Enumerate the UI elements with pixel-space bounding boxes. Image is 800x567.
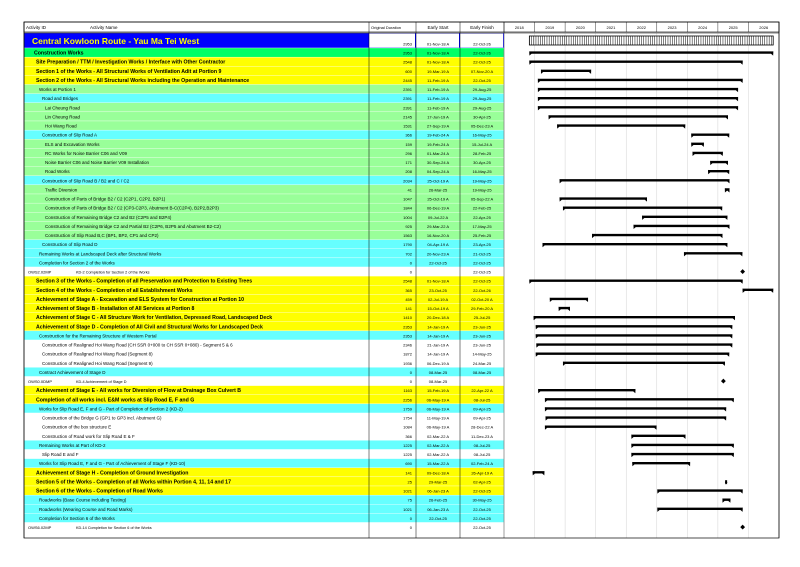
activity-row bbox=[24, 66, 504, 75]
early-start: 17-Jun-19 A bbox=[427, 114, 449, 120]
duration-cell bbox=[369, 377, 415, 385]
original-duration: 41 bbox=[407, 187, 412, 193]
original-duration: 75 bbox=[407, 497, 412, 503]
early-start: 23-Oct-25 bbox=[429, 287, 447, 293]
header-band bbox=[24, 22, 779, 32]
early-finish: 08-Jul-25 bbox=[473, 452, 491, 458]
early-finish: 22-Oct-25 bbox=[473, 269, 491, 275]
activity-row bbox=[24, 231, 504, 240]
original-duration: 0 bbox=[409, 379, 412, 385]
early-start: 11-Feb-19 A bbox=[427, 77, 449, 83]
original-duration: 2391 bbox=[403, 96, 412, 102]
activity-row bbox=[24, 349, 504, 358]
milestone-row bbox=[24, 267, 504, 276]
activity-name: KD-2 Completion for Section 2 of the Works bbox=[76, 270, 150, 275]
early-finish: 30-Apr-25 bbox=[473, 160, 491, 166]
activity-row bbox=[24, 285, 504, 294]
early-start: 08-Mar-25 bbox=[428, 379, 448, 385]
original-duration: 1163 bbox=[403, 388, 412, 394]
year-label: 2018 bbox=[514, 25, 524, 30]
activity-name: Traffic Diversion bbox=[45, 187, 78, 193]
original-duration: 1084 bbox=[403, 424, 412, 430]
activity-row bbox=[24, 203, 504, 212]
activity-name: Construction of Slip Road D bbox=[42, 242, 98, 248]
early-finish: 30-May-25 bbox=[472, 497, 492, 503]
original-duration: 296 bbox=[405, 150, 412, 156]
activity-name: Completion of all works incl. E&M works at Slip Road E, F and G bbox=[36, 397, 195, 404]
original-duration: 2034 bbox=[403, 178, 412, 184]
activity-row bbox=[24, 450, 504, 459]
activity-name: Achievement of Stage C - All Structure Work for Ventilation, Depressed Road, Landscaped Deck bbox=[36, 315, 273, 322]
activity-row bbox=[24, 304, 504, 313]
early-finish: 22-Oct-25 bbox=[473, 506, 491, 512]
activity-name: Construction of Realigned Hoi Wang Road (Segment 9) bbox=[42, 360, 153, 366]
milestone-diamond bbox=[740, 269, 745, 274]
early-finish: 14-May-25 bbox=[472, 351, 492, 357]
activity-row bbox=[24, 130, 504, 139]
original-duration: 1225 bbox=[403, 442, 412, 448]
duration-cell bbox=[369, 523, 415, 531]
early-start: 21-Jan-19 A bbox=[427, 342, 449, 348]
early-start: 25-Oct-19 A bbox=[427, 178, 449, 184]
early-finish: 23-Jun-25 bbox=[472, 324, 492, 330]
activity-row bbox=[24, 313, 504, 322]
original-duration: 1225 bbox=[403, 452, 412, 458]
original-duration: 1004 bbox=[403, 214, 412, 220]
original-duration: 2548 bbox=[403, 278, 412, 284]
year-label: 2025 bbox=[728, 25, 738, 30]
original-duration: 690 bbox=[405, 461, 412, 467]
activity-row bbox=[24, 340, 504, 349]
early-finish: 24-Mar-25 bbox=[472, 360, 492, 366]
activity-row bbox=[24, 477, 504, 486]
early-finish: 11-Dec-23 A bbox=[471, 433, 493, 439]
activity-row bbox=[24, 431, 504, 440]
activity-row bbox=[24, 322, 504, 331]
early-finish: 22-Oct-25 bbox=[473, 525, 491, 531]
early-start: 01-Mar-24 A bbox=[426, 150, 450, 156]
activity-row bbox=[24, 121, 504, 130]
early-start: 06-Dec-19 A bbox=[426, 360, 450, 366]
activity-row bbox=[24, 413, 504, 422]
original-duration: 2445 bbox=[403, 77, 412, 83]
early-finish: 19-May-25 bbox=[472, 178, 492, 184]
duration-cell bbox=[369, 268, 415, 276]
early-start: 02-Mar-22 A bbox=[426, 442, 450, 448]
early-finish: 22-Oct-26 bbox=[473, 287, 491, 293]
early-finish: 08-Mar-25 bbox=[472, 369, 492, 375]
activity-name: Construction of Remaining Bridge C2 and Partial B2 (C2P6, B2P5 and Abutment B2-C2) bbox=[45, 223, 221, 229]
gantt-header bbox=[24, 22, 779, 32]
early-finish: 22-Oct-26 bbox=[473, 50, 491, 56]
original-duration: 2353 bbox=[403, 324, 412, 330]
activity-name: Completion for Section 2 of the Works bbox=[39, 260, 115, 266]
activity-name: Works for Slip Road E, F and G - Part of Achievement of Stage F (KD-10) bbox=[39, 461, 186, 467]
activity-name: Remaining Works at Landscaped Deck after Structural Works bbox=[39, 251, 162, 257]
early-finish: 05-Sep-22 A bbox=[470, 196, 494, 202]
original-duration: 1759 bbox=[403, 406, 412, 412]
early-start: 19-Feb-24 A bbox=[426, 141, 450, 147]
early-finish: 23-Jun-25 bbox=[472, 342, 492, 348]
activity-name: Construction of Realigned Hoi Wang Road (Segment 8) bbox=[42, 351, 153, 357]
early-finish: 02-Oct-20 A bbox=[471, 296, 493, 302]
original-duration: 459 bbox=[405, 296, 412, 302]
early-finish: 25-Feb-25 bbox=[472, 233, 492, 239]
year-label: 2022 bbox=[637, 25, 646, 30]
activity-name: Noise Barrier C06 and Noise Barrier V09 Installation bbox=[45, 160, 150, 166]
early-start: 01-Nov-18 A bbox=[426, 50, 450, 56]
early-start: 06-May-19 A bbox=[426, 424, 450, 430]
activity-row bbox=[24, 240, 504, 249]
early-finish: 22-Oct-25 bbox=[473, 59, 491, 65]
early-start: 27-Sep-19 A bbox=[426, 123, 450, 129]
activity-name: Achievement of Stage B - Installation of All Services at Portion 8 bbox=[36, 306, 195, 313]
early-finish: 22-Oct-25 bbox=[473, 77, 491, 83]
activity-name: Lin Cheung Road bbox=[45, 114, 81, 120]
activity-row bbox=[24, 331, 504, 340]
early-finish: 07-Nov-20 A bbox=[470, 68, 494, 74]
early-finish: 02-Apr-25 bbox=[473, 479, 491, 485]
early-start: 11-Feb-19 A bbox=[427, 87, 449, 93]
early-start: 22-Oct-25 bbox=[429, 260, 447, 266]
gantt-bars bbox=[529, 36, 773, 529]
early-finish: 28-Feb-25 bbox=[472, 150, 492, 156]
original-duration: 2256 bbox=[403, 397, 412, 403]
original-duration: 1754 bbox=[403, 415, 412, 421]
early-finish: 08-Jul-25 bbox=[473, 442, 491, 448]
duration-cell bbox=[369, 514, 415, 522]
original-duration: 2346 bbox=[403, 342, 412, 348]
original-duration: 1872 bbox=[403, 351, 412, 357]
original-duration: 2391 bbox=[403, 87, 412, 93]
header-activity-id: Activity ID bbox=[26, 25, 47, 30]
early-start: 29-Mar-25 bbox=[428, 479, 448, 485]
activity-row bbox=[24, 486, 504, 495]
year-label: 2020 bbox=[575, 25, 585, 30]
early-start: 20-Dec-18 A bbox=[426, 315, 450, 321]
early-start: 11-May-19 A bbox=[426, 415, 450, 421]
activity-name: Construction of the box structure E bbox=[42, 424, 112, 430]
early-finish: 29-Feb-20 A bbox=[470, 306, 494, 312]
duration-cell bbox=[369, 258, 415, 266]
activity-id: OWS2.02MP bbox=[28, 269, 52, 275]
project-summary-bar bbox=[529, 36, 773, 45]
gantt-rows bbox=[24, 33, 504, 532]
activity-row bbox=[24, 495, 504, 504]
activity-name: ELS and Excavation Works bbox=[45, 141, 100, 147]
activity-row bbox=[24, 148, 504, 157]
early-start: 15-Mar-22 A bbox=[426, 461, 450, 467]
activity-name: Site Preparation / TTM / Investigation Works / Interface with Other Contractor bbox=[36, 59, 226, 66]
activity-row bbox=[24, 404, 504, 413]
original-duration: 2953 bbox=[403, 50, 412, 56]
original-duration: 2353 bbox=[403, 333, 412, 339]
activity-name: Construction for the Remaining Structure of Western Portal bbox=[39, 333, 157, 339]
early-start: 08-Mar-25 bbox=[428, 369, 448, 375]
activity-row bbox=[24, 112, 504, 121]
early-start: 01-Nov-18 A bbox=[426, 59, 450, 65]
original-duration: 1410 bbox=[403, 315, 412, 321]
activity-name: Construction of the Bridge G (GP1 to GP3 incl. Abutment G) bbox=[42, 415, 162, 421]
early-start: 02-Mar-22 A bbox=[426, 433, 450, 439]
activity-row bbox=[24, 276, 504, 285]
early-start: 25-Oct-19 A bbox=[427, 196, 449, 202]
activity-row bbox=[24, 176, 504, 185]
early-finish: 26-Apr-19 A bbox=[471, 470, 493, 476]
original-duration: 925 bbox=[405, 223, 412, 229]
early-start: 26-Mar-25 bbox=[428, 187, 448, 193]
activity-name: Works for Slip Road E, F and G - Part of Completion of Section 2 (KD-2) bbox=[39, 406, 183, 412]
activity-name: Achievement of Stage D - Completion of All Civil and Structural Works for Landscaped Deck bbox=[36, 324, 263, 331]
early-start: 04-Sep-24 A bbox=[426, 169, 450, 175]
milestone-row bbox=[24, 377, 504, 386]
early-finish: 29-Aug-25 bbox=[472, 87, 492, 93]
project-title-row bbox=[24, 33, 504, 48]
activity-row bbox=[24, 258, 504, 267]
early-start: 29-Mar-22 A bbox=[426, 223, 450, 229]
early-finish: 22-Oct-25 bbox=[473, 278, 491, 284]
activity-name: Road Works bbox=[45, 169, 70, 175]
milestone-diamond bbox=[721, 379, 726, 384]
original-duration: 600 bbox=[405, 68, 412, 74]
activity-name: KD-14 Completion for Section 6 of the Works bbox=[76, 526, 152, 531]
activity-row bbox=[24, 167, 504, 176]
original-duration: 1563 bbox=[403, 233, 412, 239]
year-label: 2024 bbox=[698, 25, 708, 30]
activity-name: Works at Portion 1 bbox=[39, 87, 76, 93]
header-original-duration: Original Duration bbox=[371, 25, 402, 30]
early-finish: 23-Apr-25 bbox=[473, 242, 491, 248]
activity-id: OWS6.02MP bbox=[28, 525, 52, 531]
original-duration: 0 bbox=[409, 369, 412, 375]
early-finish: 09-Apr-25 bbox=[473, 415, 491, 421]
early-finish: 29-Aug-25 bbox=[472, 105, 492, 111]
activity-name: Section 2 of the Works - All Structural Works including the Operation and Maintenance bbox=[36, 77, 250, 84]
early-start: 06-Dec-19 A bbox=[426, 205, 450, 211]
activity-name: Road and Bridges bbox=[42, 96, 79, 102]
original-duration: 1531 bbox=[403, 123, 412, 129]
early-start: 11-Feb-19 A bbox=[427, 96, 449, 102]
early-finish: 29-Aug-25 bbox=[472, 96, 492, 102]
activity-row bbox=[24, 249, 504, 258]
original-duration: 171 bbox=[405, 160, 412, 166]
activity-name: Construction of Slip Road B / B2 and C / C2 bbox=[42, 178, 130, 184]
early-finish: 16-May-25 bbox=[472, 169, 492, 175]
original-duration: 365 bbox=[405, 287, 412, 293]
early-finish: 30-Apr-25 bbox=[473, 114, 491, 120]
activity-row bbox=[24, 85, 504, 94]
activity-row bbox=[24, 194, 504, 203]
duration-cell bbox=[369, 368, 415, 376]
early-finish: 02-Feb-24 A bbox=[470, 461, 494, 467]
original-duration: 702 bbox=[405, 251, 412, 257]
early-finish: 08-Jul-25 bbox=[473, 397, 491, 403]
activity-row bbox=[24, 48, 504, 57]
activity-name: Section 5 of the Works - Completion of all Works within Portion 4, 11, 14 and 17 bbox=[36, 479, 231, 486]
activity-name: Construction of Realigned Hoi Wang Road (CH SSR 0+000 to CH SSR 0+080) - Segment 5 & 6 bbox=[42, 342, 233, 348]
activity-row bbox=[24, 75, 504, 84]
early-finish: 22-Apr-22 A bbox=[471, 388, 493, 394]
early-finish: 22-Feb-25 bbox=[472, 205, 492, 211]
original-duration: 25 bbox=[407, 479, 412, 485]
activity-row bbox=[24, 504, 504, 513]
original-duration: 0 bbox=[409, 269, 412, 275]
early-finish: 22-Oct-26 bbox=[473, 41, 491, 47]
activity-name: Section 6 of the Works - Completion of Road Works bbox=[36, 488, 163, 495]
activity-name: Construction of Slip Road A bbox=[42, 132, 98, 138]
early-finish: 15-Jul-24 A bbox=[471, 141, 493, 147]
activity-name: Section 3 of the Works - Completion of all Preservation and Protection to Existing Trees bbox=[36, 278, 253, 285]
early-start: 15-Feb-19 A bbox=[426, 388, 450, 394]
early-finish: 21-Oct-25 bbox=[473, 251, 491, 257]
original-duration: 141 bbox=[405, 306, 412, 312]
year-label: 2026 bbox=[759, 25, 769, 30]
early-finish: 22-Oct-25 bbox=[473, 260, 491, 266]
activity-row bbox=[24, 386, 504, 395]
activity-row bbox=[24, 185, 504, 194]
activity-name: Contract Achievement of Stage D bbox=[39, 369, 106, 375]
early-start: 01-Nov-18 A bbox=[426, 41, 450, 47]
activity-name: Completion for Section 6 of the Works bbox=[39, 515, 115, 521]
early-finish: 22-Apr-25 bbox=[473, 214, 491, 220]
year-label: 2023 bbox=[667, 25, 677, 30]
original-duration: 0 bbox=[409, 515, 412, 521]
early-start: 09-Jul-22 A bbox=[427, 214, 449, 220]
activity-name: Hoi Wang Road bbox=[45, 123, 77, 129]
original-duration: 1790 bbox=[403, 242, 412, 248]
original-duration: 366 bbox=[405, 132, 412, 138]
original-duration: 1021 bbox=[403, 488, 412, 494]
original-duration: 141 bbox=[405, 470, 412, 476]
activity-name: KD-4 Achievement of Stage D bbox=[76, 380, 127, 385]
activity-name: Achievement of Stage A - Excavation and ELS System for Construction at Portion 10 bbox=[36, 296, 245, 303]
activity-name: Construction of Parts of Bridge B2 / C2 (C2P1, C2P2, B2P1) bbox=[45, 196, 166, 202]
early-start: 20-Nov-23 A bbox=[426, 251, 450, 257]
activity-row bbox=[24, 294, 504, 303]
early-start: 26-Feb-25 bbox=[428, 497, 448, 503]
original-duration: 366 bbox=[405, 433, 412, 439]
early-finish: 22-Oct-25 bbox=[473, 515, 491, 521]
activity-row bbox=[24, 367, 504, 376]
activity-row bbox=[24, 440, 504, 449]
activity-name: Construction Works bbox=[34, 50, 84, 57]
activity-row bbox=[24, 422, 504, 431]
original-duration: 1021 bbox=[403, 506, 412, 512]
activity-name: Remaining Works at Part of KD-2 bbox=[39, 442, 106, 448]
early-finish: 09-Apr-25 bbox=[473, 406, 491, 412]
original-duration: 208 bbox=[405, 169, 412, 175]
early-start: 11-Feb-19 A bbox=[427, 105, 449, 111]
early-finish: 19-May-25 bbox=[472, 187, 492, 193]
year-label: 2021 bbox=[606, 25, 616, 30]
header-early-finish: Early Finish bbox=[470, 25, 494, 30]
early-start: 19-Feb-24 A bbox=[426, 132, 450, 138]
early-start: 22-Oct-25 bbox=[429, 515, 447, 521]
activity-row bbox=[24, 212, 504, 221]
activity-row bbox=[24, 139, 504, 148]
activity-id: OWS0.0DMP bbox=[28, 379, 53, 385]
year-label: 2019 bbox=[545, 25, 555, 30]
early-finish: 25-Jul-25 bbox=[473, 315, 491, 321]
activity-name: Section 4 of the Works - Completion of all Establishment Works bbox=[36, 287, 193, 294]
milestone-row bbox=[24, 523, 504, 532]
early-start: 01-Nov-18 A bbox=[426, 278, 450, 284]
early-start: 30-Sep-24 A bbox=[426, 160, 450, 166]
activity-row bbox=[24, 358, 504, 367]
activity-name: Central Kowloon Route - Yau Ma Tei West bbox=[32, 36, 200, 46]
activity-name: Achievement of Stage H - Completion of Ground Investigation bbox=[36, 470, 189, 477]
activity-name: RC Works for Noise Barrier C06 and V09 bbox=[45, 150, 127, 156]
original-duration: 2145 bbox=[403, 114, 412, 120]
early-start: 02-Jul-19 A bbox=[427, 296, 449, 302]
activity-row bbox=[24, 221, 504, 230]
original-duration: 0 bbox=[409, 525, 412, 531]
early-start: 19-Mar-19 A bbox=[426, 68, 450, 74]
activity-name: Construction of Road work for Slip Road E & F bbox=[42, 433, 135, 439]
early-start: 14-Jan-19 A bbox=[427, 333, 449, 339]
activity-row bbox=[24, 103, 504, 112]
original-duration: 2548 bbox=[403, 59, 412, 65]
early-start: 06-May-19 A bbox=[426, 406, 450, 412]
original-duration: 2953 bbox=[403, 41, 412, 47]
early-start: 14-Jan-19 A bbox=[427, 351, 449, 357]
early-finish: 28-Dec-22 A bbox=[470, 424, 494, 430]
original-duration: 159 bbox=[405, 141, 412, 147]
activity-row bbox=[24, 158, 504, 167]
early-finish: 17-May-25 bbox=[472, 223, 492, 229]
early-start: 09-Dec-18 A bbox=[426, 470, 450, 476]
original-duration: 0 bbox=[409, 260, 412, 266]
header-early-start: Early Start bbox=[427, 25, 449, 30]
activity-row bbox=[24, 94, 504, 103]
activity-name: Roadworks (Base Course including Testing) bbox=[39, 497, 127, 503]
activity-name: Construction of Slip Road B,C (BP1, BP2, CP1 and CP2) bbox=[45, 233, 159, 239]
original-duration: 2391 bbox=[403, 105, 412, 111]
activity-row bbox=[24, 57, 504, 66]
original-duration: 1936 bbox=[403, 360, 412, 366]
original-duration: 1047 bbox=[403, 196, 412, 202]
activity-name: Construction of Parts of Bridge B2 / C2 (CP3-C2P3, Abutment B-C(C2P4), B2P2,B2P3) bbox=[45, 205, 219, 211]
early-start: 15-Oct-19 A bbox=[427, 306, 449, 312]
early-start: 06-May-19 A bbox=[426, 397, 450, 403]
early-finish: 16-May-25 bbox=[472, 132, 492, 138]
activity-name: Section 1 of the Works - All Structural Works of Ventilation Adit at Portion 9 bbox=[36, 68, 222, 75]
early-start: 14-Jan-19 A bbox=[427, 324, 449, 330]
early-finish: 05-Dec-23 A bbox=[470, 123, 494, 129]
header-activity-name: Activity Name bbox=[90, 25, 118, 30]
early-start: 16-Nov-20 A bbox=[426, 233, 450, 239]
activity-row bbox=[24, 513, 504, 522]
activity-name: Roadworks (Wearing Course and Road Marks) bbox=[39, 506, 133, 512]
early-start: 04-Apr-19 A bbox=[427, 242, 449, 248]
original-duration: 1844 bbox=[403, 205, 412, 211]
early-finish: 23-Jun-25 bbox=[472, 333, 492, 339]
activity-row bbox=[24, 468, 504, 477]
early-finish: 22-Oct-25 bbox=[473, 488, 491, 494]
early-start: 02-Mar-22 A bbox=[426, 452, 450, 458]
early-start: 06-Jan-23 A bbox=[427, 488, 449, 494]
activity-row bbox=[24, 459, 504, 468]
activity-name: Slip Road E and F bbox=[42, 452, 79, 458]
early-start: 06-Jan-23 A bbox=[427, 506, 449, 512]
milestone-diamond bbox=[740, 525, 745, 530]
activity-name: Lai Cheung Road bbox=[45, 105, 81, 111]
activity-row bbox=[24, 395, 504, 404]
activity-name: Construction of Remaining Bridge C2 and B2 (C2P5 and B2P4) bbox=[45, 214, 172, 220]
activity-name: Achievement of Stage E - All works for Diversion of Flow at Drainage Box Culvert B bbox=[36, 388, 242, 395]
